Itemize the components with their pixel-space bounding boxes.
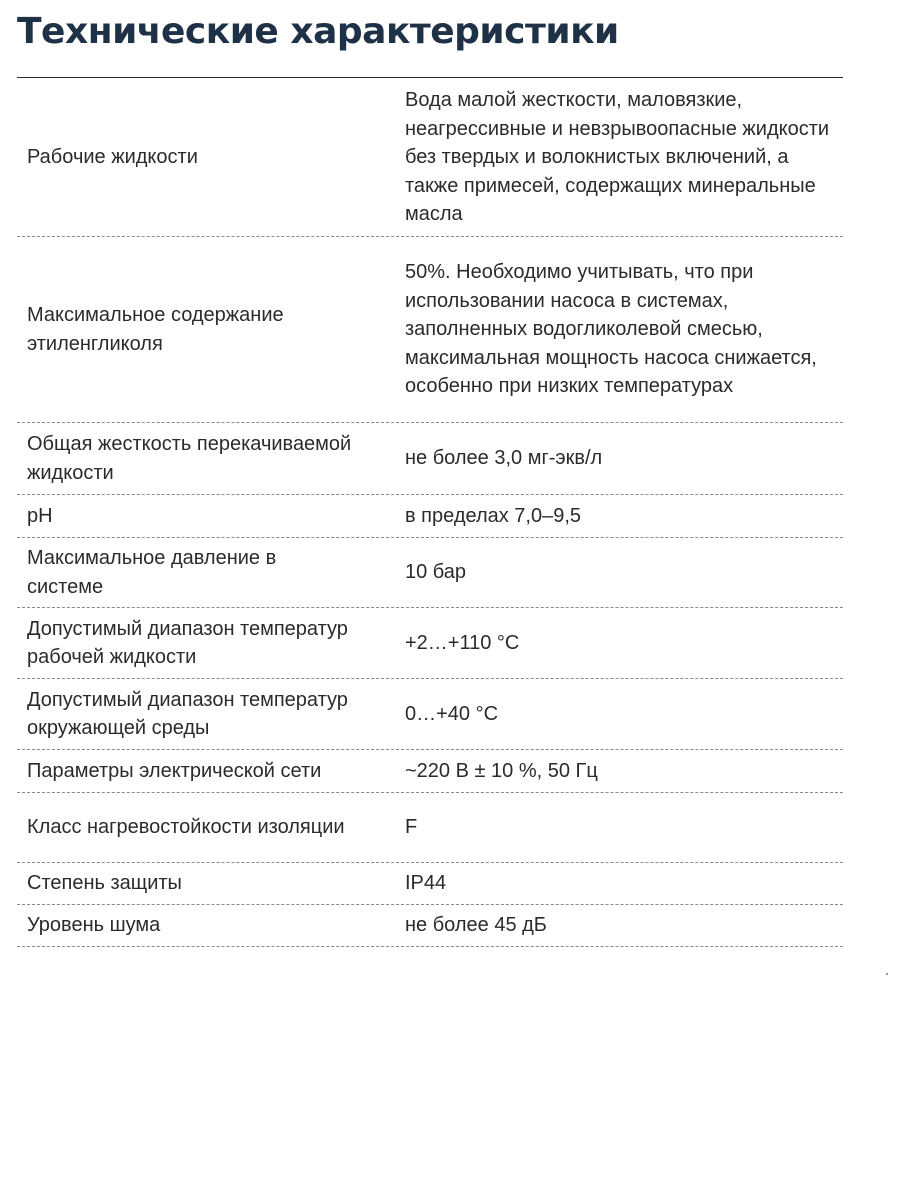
spec-name: Класс нагревостойкости изоляции (27, 816, 345, 839)
spec-row (17, 79, 843, 237)
spec-row (17, 679, 843, 750)
spec-row (17, 423, 843, 495)
title-divider (17, 77, 843, 78)
spec-name: Допустимый диапазон температур окружающей среды (27, 688, 348, 739)
spec-value: ~220 В ± 10 %, 50 Гц (405, 759, 598, 782)
page-title: Технические характеристики (17, 11, 619, 52)
spec-row (17, 750, 843, 793)
spec-row (17, 793, 843, 863)
spec-row (17, 237, 843, 423)
spec-table (17, 79, 843, 947)
spec-name: Общая жесткость перекачиваемой жидкости (27, 433, 352, 484)
spec-value: 50%. Необходимо учитывать, что при использовании насоса в системах, заполненных водогликолевой смесью, максимальная мощность насоса снижается, особенно при низких температурах (405, 261, 817, 398)
spec-row (17, 905, 843, 947)
spec-name: Параметры электрической сети (27, 759, 322, 782)
spec-name: Максимальное содержание этиленгликоля (27, 304, 284, 355)
spec-name: Допустимый диапазон температур рабочей жидкости (27, 617, 348, 668)
spec-row (17, 608, 843, 679)
spec-value: +2…+110 °С (405, 631, 520, 654)
spec-value: не более 3,0 мг-экв/л (405, 447, 603, 470)
spec-value: Вода малой жесткости, маловязкие, неагрессивные и невзрывоопасные жидкости без твердых и волокнистых включений, а также примесей, содержащих минеральные масла (405, 89, 830, 226)
spec-value: IP44 (405, 872, 447, 895)
spec-row (17, 863, 843, 905)
spec-name: Максимальное давление в системе (27, 547, 277, 598)
spec-row (17, 538, 843, 608)
stray-dot (886, 973, 888, 975)
spec-value: 10 бар (405, 561, 467, 584)
spec-row (17, 495, 843, 538)
spec-name: Уровень шума (27, 914, 161, 937)
spec-value: в пределах 7,0–9,5 (405, 504, 582, 527)
spec-name: pH (27, 504, 53, 527)
spec-value: 0…+40 °С (405, 702, 499, 725)
spec-value: не более 45 дБ (405, 914, 547, 937)
spec-value: F (405, 816, 418, 839)
spec-name: Рабочие жидкости (27, 146, 198, 169)
spec-name: Степень защиты (27, 872, 182, 895)
